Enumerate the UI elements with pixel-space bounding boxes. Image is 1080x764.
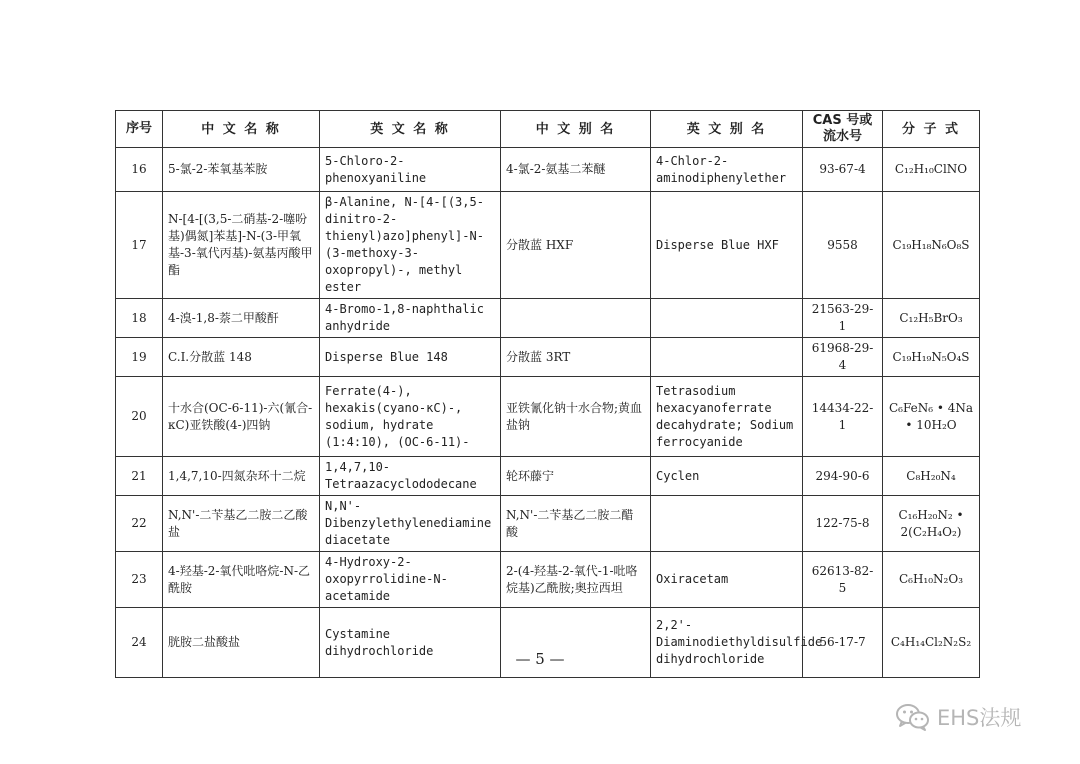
cell-cn-alias: 分散蓝 HXF bbox=[501, 192, 651, 299]
header-en-alias: 英 文 别 名 bbox=[651, 111, 803, 148]
table-row bbox=[116, 192, 980, 299]
cell-cn-name: N-[4-[(3,5-二硝基-2-噻吩基)偶氮]苯基]-N-(3-甲氧基-3-氧代丙基)-氨基丙酸甲酯 bbox=[163, 192, 320, 299]
cell-en-name: β-Alanine, N-[4-[(3,5-dinitro-2-thienyl)azo]phenyl]-N-(3-methoxy-3-oxopropyl)-, methyl ester bbox=[320, 192, 501, 299]
table-row bbox=[116, 299, 980, 338]
cell-en-alias: 2,2'-Diaminodiethyldisulfide dihydrochloride bbox=[651, 608, 803, 678]
table-row bbox=[116, 377, 980, 457]
cell-no: 19 bbox=[116, 338, 163, 377]
cell-cn-name: 胱胺二盐酸盐 bbox=[163, 608, 320, 678]
page-number: — 5 — bbox=[515, 650, 565, 668]
cell-en-name: 4-Bromo-1,8-naphthalic anhydride bbox=[320, 299, 501, 338]
cell-cn-alias: 轮环藤宁 bbox=[501, 457, 651, 496]
header-cn-name: 中 文 名 称 bbox=[163, 111, 320, 148]
cell-cn-name: 4-羟基-2-氧代吡咯烷-N-乙酰胺 bbox=[163, 552, 320, 608]
cell-no: 18 bbox=[116, 299, 163, 338]
cell-en-alias: Tetrasodium hexacyanoferrate decahydrate; Sodium ferrocyanide bbox=[651, 377, 803, 457]
cell-no: 20 bbox=[116, 377, 163, 457]
cell-en-alias bbox=[651, 299, 803, 338]
table-row bbox=[116, 552, 980, 608]
cell-formula: C₁₉H₁₉N₅O₄S bbox=[883, 338, 980, 377]
cell-cas: 9558 bbox=[803, 192, 883, 299]
cell-no: 16 bbox=[116, 148, 163, 192]
table-row bbox=[116, 338, 980, 377]
cell-no: 21 bbox=[116, 457, 163, 496]
cell-cn-alias: 亚铁氰化钠十水合物;黄血盐钠 bbox=[501, 377, 651, 457]
cell-cas: 14434-22-1 bbox=[803, 377, 883, 457]
cell-cn-name: 十水合(OC-6-11)-六(氰合-κC)亚铁酸(4-)四钠 bbox=[163, 377, 320, 457]
table-row bbox=[116, 496, 980, 552]
cell-formula: C₁₆H₂₀N₂ • 2(C₂H₄O₂) bbox=[883, 496, 980, 552]
header-no: 序号 bbox=[116, 111, 163, 148]
cell-en-alias: Disperse Blue HXF bbox=[651, 192, 803, 299]
cell-no: 23 bbox=[116, 552, 163, 608]
cell-no: 22 bbox=[116, 496, 163, 552]
cell-cn-name: 5-氯-2-苯氧基苯胺 bbox=[163, 148, 320, 192]
cell-en-alias: Oxiracetam bbox=[651, 552, 803, 608]
cell-en-name: Disperse Blue 148 bbox=[320, 338, 501, 377]
cell-formula: C₆H₁₀N₂O₃ bbox=[883, 552, 980, 608]
cell-cn-name: N,N'-二苄基乙二胺二乙酸盐 bbox=[163, 496, 320, 552]
watermark-text: EHS法规 bbox=[937, 706, 1022, 730]
cell-cn-name: 4-溴-1,8-萘二甲酸酐 bbox=[163, 299, 320, 338]
cell-cn-name: 1,4,7,10-四氮杂环十二烷 bbox=[163, 457, 320, 496]
cell-cas: 62613-82-5 bbox=[803, 552, 883, 608]
header-en-name: 英 文 名 称 bbox=[320, 111, 501, 148]
cell-formula: C₄H₁₄Cl₂N₂S₂ bbox=[883, 608, 980, 678]
table-row bbox=[116, 148, 980, 192]
watermark bbox=[895, 700, 1021, 734]
cell-en-alias bbox=[651, 496, 803, 552]
cell-cas: 56-17-7 bbox=[803, 608, 883, 678]
header-formula: 分 子 式 bbox=[883, 111, 980, 148]
wechat-icon bbox=[895, 702, 931, 732]
cell-en-alias: 4-Chlor-2-aminodiphenylether bbox=[651, 148, 803, 192]
cell-en-name: 1,4,7,10-Tetraazacyclododecane bbox=[320, 457, 501, 496]
cell-formula: C₁₂H₁₀ClNO bbox=[883, 148, 980, 192]
chemical-list-table bbox=[115, 110, 980, 678]
cell-en-name: Cystamine dihydrochloride bbox=[320, 608, 501, 678]
cell-en-name: Ferrate(4-), hexakis(cyano-κC)-, sodium, hydrate (1:4:10), (OC-6-11)- bbox=[320, 377, 501, 457]
cell-formula: C₁₉H₁₈N₆O₈S bbox=[883, 192, 980, 299]
cell-cn-alias: 分散蓝 3RT bbox=[501, 338, 651, 377]
cell-en-alias bbox=[651, 338, 803, 377]
table-header-row bbox=[116, 111, 980, 148]
cell-no: 17 bbox=[116, 192, 163, 299]
cell-en-alias: Cyclen bbox=[651, 457, 803, 496]
cell-cas: 61968-29-4 bbox=[803, 338, 883, 377]
cell-formula: C₈H₂₀N₄ bbox=[883, 457, 980, 496]
cell-cas: 294-90-6 bbox=[803, 457, 883, 496]
cell-en-name: N,N'-Dibenzylethylenediamine diacetate bbox=[320, 496, 501, 552]
cell-cas: 122-75-8 bbox=[803, 496, 883, 552]
cell-cn-alias: 4-氯-2-氨基二苯醚 bbox=[501, 148, 651, 192]
cell-cas: 21563-29-1 bbox=[803, 299, 883, 338]
cell-cn-alias: N,N'-二苄基乙二胺二醋酸 bbox=[501, 496, 651, 552]
table-row bbox=[116, 457, 980, 496]
cell-formula: C₁₂H₅BrO₃ bbox=[883, 299, 980, 338]
cell-cas: 93-67-4 bbox=[803, 148, 883, 192]
cell-cn-name: C.I.分散蓝 148 bbox=[163, 338, 320, 377]
cell-cn-alias bbox=[501, 299, 651, 338]
cell-cn-alias: 2-(4-羟基-2-氧代-1-吡咯烷基)乙酰胺;奥拉西坦 bbox=[501, 552, 651, 608]
cell-formula: C₆FeN₆ • 4Na • 10H₂O bbox=[883, 377, 980, 457]
header-cas: CAS 号或 流水号 bbox=[803, 111, 883, 148]
cell-no: 24 bbox=[116, 608, 163, 678]
cell-en-name: 5-Chloro-2-phenoxyaniline bbox=[320, 148, 501, 192]
cell-en-name: 4-Hydroxy-2-oxopyrrolidine-N-acetamide bbox=[320, 552, 501, 608]
header-cn-alias: 中 文 别 名 bbox=[501, 111, 651, 148]
